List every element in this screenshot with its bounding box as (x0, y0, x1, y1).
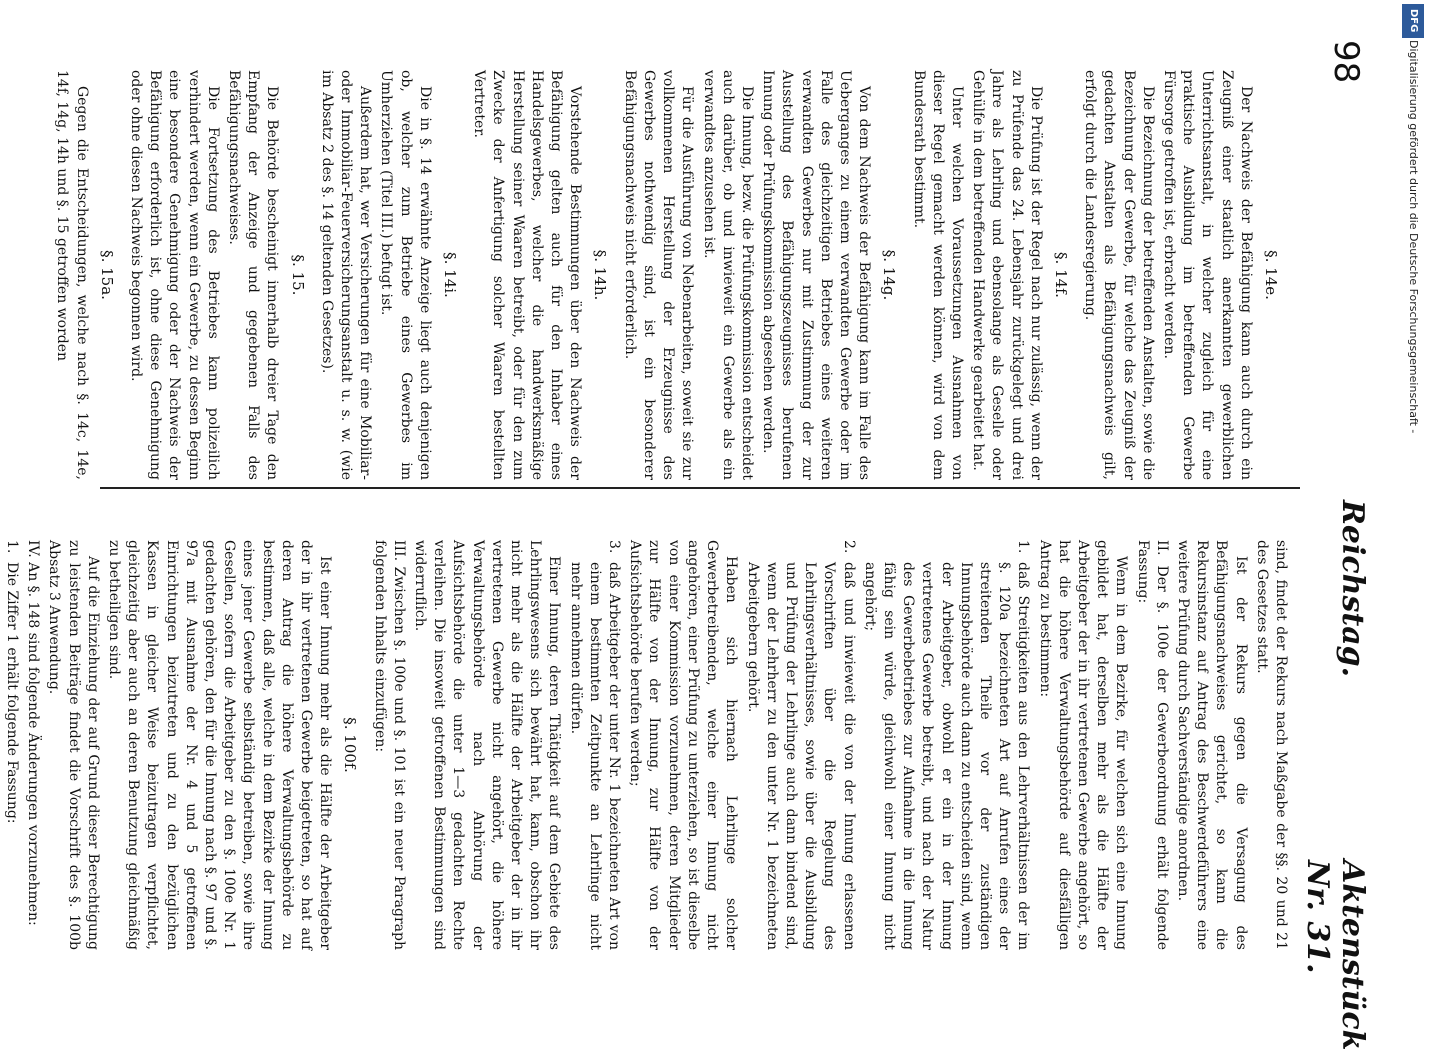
paragraph: Außerdem hat, wer Versicherungen für eine Mobiliar- oder Immobiliar-Feuerversicherungsanstalt u. s. w. (wie im Absatz 2 des §. 14 geltenden Gesetzes). (318, 70, 374, 480)
item-text: daß Streitigkeiten aus den Lehrverhältnissen der im §. 120a bezeichneten Art auf Anrufen eines der streitenden Theile vor der zuständigen Innungsbehörde auch dann zu entscheiden sind, wenn der Arbeitgeber, obwohl er ein in der Innung vertretenes Gewerbe betreibt, und nach der Natur des Gewerbebetriebes zur Aufnahme in die Innung fähig sein würde, gleichwohl einer Innung nicht angehört; (861, 562, 1032, 950)
paragraph: Ist einer Innung mehr als die Hälfte der Arbeitgeber der in ihr vertretenen Gewerbe beigetreten, so hat auf deren Antrag die höhere Verwaltungsbehörde zu bestimmen, daß alle, welche in dem Bezirke der Innung eines jener Gewerbe selbständig betreiben, sowie ihre Gesellen, sofern die Arbeitgeber zu den §. 100e Nr. 1 gedachten gehören, den für die Innung nach §. 97 und §. 97a mit Ausnahme der Nr. 4 und 5 getroffenen Einrichtungen beizutreten und zu den bezüglichen Kassen in gleicher Weise beizutragen verpflichtet, gleichzeitig aber auch an deren Benutzung gleichmäßig zu betheiligen sind. (106, 540, 334, 950)
roman-item-II: II. Der §. 100e der Gewerbeordnung erhält folgende Fassung: (1134, 540, 1170, 950)
numbered-item (2, 540, 21, 950)
dfg-logo: DFG (1402, 4, 1424, 38)
right-column (0, 540, 1290, 950)
roman-item-III: III. Zwischen §. 100e und §. 101 ist ein neuer Paragraph folgenden Inhalts einzufügen: (371, 540, 407, 950)
paragraph: Einer Innung, deren Thätigkeit auf dem Gebiete des Lehrlingswesens sich bewährt hat, kann, obschon ihr nicht mehr als die Hälfte der Arbeitgeber der in ihr vertretenen Gewerbe nicht angehört, die höhere Verwaltungsbehörde nach Anhörung der Aufsichtsbehörde die unter 1—3 gedachten Rechte verleihen. Die insoweit getroffenen Bestimmungen sind widerruflich. (412, 540, 563, 950)
paragraph: Auf die Einziehung der auf Grund dieser Berechtigung zu leistenden Beiträge findet die Vorschrift des §. 100b Absatz 3 Anwendung. (46, 540, 101, 950)
item-number: 1. (1015, 540, 1032, 554)
digitization-text: Digitalisierung gefördert durch die Deutsche Forschungsgemeinschaft - (1407, 40, 1420, 434)
paragraph: Haben sich hiernach Lehrlinge solcher Gewerbetreibenden, welche einer Innung nicht angehören, einer Prüfung zu unterziehen, so ist dieselbe von einer Kommission vorzunehmen, deren Mitglieder zur Hälfte von der Innung, zur Hälfte von der Aufsichtsbehörde berufen werden; (627, 540, 740, 950)
paragraph: Die Innung, bezw. die Prüfungskommission entscheidet auch darüber, ob und inwieweit ein Gewerbe als ein verwandtes anzusehen ist. (700, 70, 755, 480)
paragraph: Unter welchen Voraussetzungen Ausnahmen von dieser Regel gemacht werden können, wird von dem Bundesrath bestimmt. (910, 70, 965, 480)
item-text: Die Ziffer 1 erhält folgende Fassung: (4, 562, 20, 824)
numbered-item (565, 540, 623, 950)
paragraph: Gegen die Entscheidungen, welche nach §. 14c, 14e, 14f, 14g, 14h und §. 15 getroffen worden (54, 70, 90, 480)
header-right-title: Aktenstück Nr. 31. (1300, 860, 1370, 1050)
paragraph: Wenn in dem Bezirke, für welchen sich eine Innung gebildet hat, derselben mehr als die Hälfte der Arbeitgeber der in ihr vertretenen Gewerbe angehört, so hat die höhere Verwaltungsbehörde auf diesfälligen Antrag zu bestimmen: (1036, 540, 1130, 950)
section-title: §. 14i. (441, 252, 460, 298)
numbered-item (742, 540, 857, 950)
item-text: daß und inwieweit die von der Innung erlassenen Vorschriften über die Regelung des Lehrlingsverhältnisses, sowie über die Ausbildung und Prüfung der Lehrlinge auch dann bindend sind, wenn der Lehrherr zu den unter Nr. 1 bezeichneten Arbeitgebern gehört. (744, 562, 857, 950)
paragraph: Die in §. 14 erwähnte Anzeige liegt auch denjenigen ob, welcher zum Betriebe eines Gewerbes im Umherziehen (Titel III.) befugt ist. (378, 70, 433, 480)
header-left-title: Reichstag. (1335, 500, 1370, 678)
section-title: §. 15. (288, 254, 307, 296)
section-title: §. 100f. (341, 717, 360, 773)
section-title: §. 14e. (1262, 250, 1280, 300)
item-number: 2. (840, 540, 857, 554)
page-header (1300, 40, 1370, 1050)
paragraph: Vorstehende Bestimmungen über den Nachweis der Befähigung gelten auch für den Inhaber eines Handelsgewerbes, welcher die handwerksmäßige Herstellung seiner Waaren betreibt, oder für den zum Zwecke der Anfertigung solcher Waaren bestellten Vertreter. (471, 70, 584, 480)
numbered-item (860, 540, 1033, 950)
section-title: §. 15a. (97, 250, 116, 300)
paragraph: Die Behörde bescheinigt innerhalb dreier Tage den Empfang der Anzeige und gegebenen Falls des Befähigungsnachweises. (226, 70, 281, 480)
paragraph: Die Bezeichnung der betreffenden Anstalten, sowie die Bezeichnung der Gewerbe, für welche das Zeugniß der gedachten Anstalten als Befähigungsnachweis gilt, erfolgt durch die Landesregierung. (1082, 70, 1156, 480)
column-divider (100, 487, 1300, 489)
paragraph: Von dem Nachweis der Befähigung kann im Falle des Ueberganges zu einem verwandten Gewerbe oder im Falle des gleichzeitigen Betriebes eines weiteren verwandten Gewerbes nur mit Zustimmung der zur Ausstellung des Befähigungszeugnisses berufenen Innung oder Prüfungskommission abgesehen werden. (760, 70, 873, 480)
paragraph: Für die Ausführung von Nebenarbeiten, soweit sie zur vollkommenen Herstellung der Erzeugnisse des Gewerbes nothwendig sind, ist ein besonderer Befähigungsnachweis nicht erforderlich. (621, 70, 696, 480)
paragraph: Die Fortsetzung des Betriebes kann polizeilich verhindert werden, wenn ein Gewerbe, zu dessen Beginn eine besondere Genehmigung oder der Nachweis der Befähigung erforderlich ist, ohne diese Genehmigung oder ohne diesen Nachweis begonnen wird. (128, 70, 221, 480)
item-number: 1. (4, 540, 20, 554)
paragraph: Der Nachweis der Befähigung kann auch durch ein Zeugniß einer staatlich anerkannten gewerblichen Unterrichtsanstalt, in welcher zugleich für eine praktische Ausbildung im betreffenden Gewerbe Fürsorge getroffen ist, erbracht werden. (1160, 70, 1254, 480)
section-title: §. 14f. (1051, 252, 1070, 298)
section-title: §. 14h. (591, 249, 610, 301)
paragraph: Ist der Rekurs gegen die Versagung des Befähigungsnachweises gerichtet, so kann die Rekursinstanz auf Antrag des Beschwerdeführers eine weitere Prüfung durch Sachverständige anordnen. (1174, 540, 1249, 950)
paragraph: Die Prüfung ist der Regel nach nur zulässig, wenn der zu Prüfende das 24. Lebensjahr zurückgelegt und drei Jahre als Lehrling und ebensolange als Geselle oder Gehülfe in dem betreffenden Handwerke gearbeitet hat. (970, 70, 1044, 480)
item-number: 3. (606, 540, 623, 554)
page-number: 98 (1326, 40, 1366, 84)
digitization-note (1396, 0, 1430, 1000)
paragraph: sind, findet der Rekurs nach Maßgabe der §§. 20 und 21 des Gesetzes statt. (1253, 540, 1289, 950)
item-text: daß Arbeitgeber der unter Nr. 1 bezeichneten Art von einem bestimmten Zeitpunkte an Lehrlinge nicht mehr annehmen dürfen. (567, 562, 623, 950)
section-title: §. 14g. (880, 249, 899, 301)
roman-item-IV: IV. An §. 148 sind folgende Änderungen vorzunehmen: (25, 540, 42, 926)
left-column (50, 70, 1290, 480)
